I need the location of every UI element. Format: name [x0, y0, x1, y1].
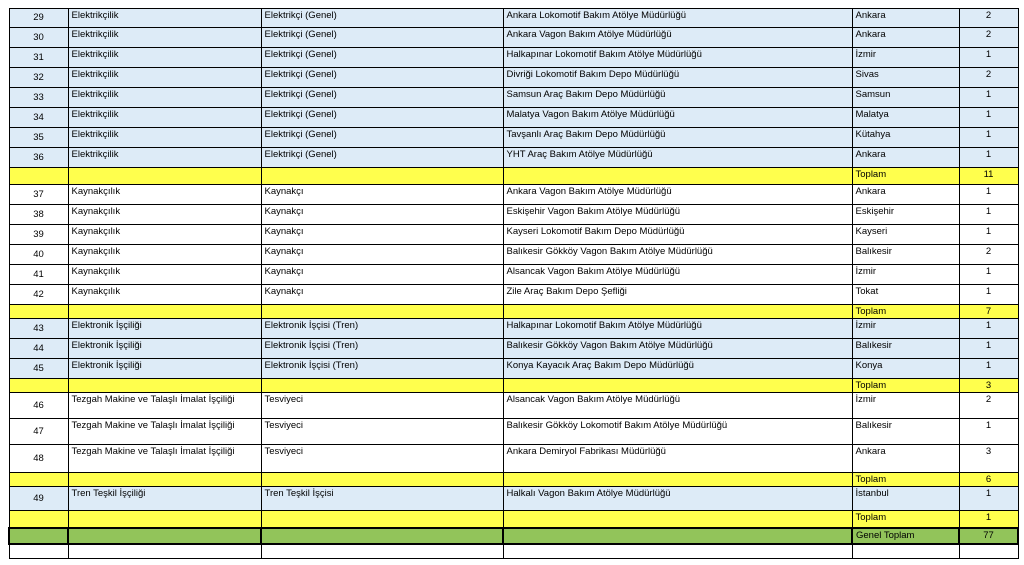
workplace-cell: Zile Araç Bakım Depo Şefliği	[503, 285, 852, 305]
occupation-cell: Elektrikçi (Genel)	[261, 148, 503, 168]
table-row	[9, 487, 1018, 511]
trade-cell	[68, 473, 261, 487]
trade-cell: Elektrikçilik	[68, 68, 261, 88]
workplace-cell: Ankara Vagon Bakım Atölye Müdürlüğü	[503, 185, 852, 205]
subtotal-value: 7	[959, 305, 1018, 319]
count-cell: 1	[959, 359, 1018, 379]
subtotal-label: Toplam	[852, 511, 959, 528]
trade-cell: Elektronik İşçiliği	[68, 339, 261, 359]
occupation-cell: Kaynakçı	[261, 205, 503, 225]
workplace-cell	[503, 528, 852, 544]
city-cell: Ankara	[852, 445, 959, 473]
occupation-cell	[261, 305, 503, 319]
grand-total-value: 77	[959, 528, 1018, 544]
city-cell: İzmir	[852, 319, 959, 339]
count-cell: 1	[959, 285, 1018, 305]
subtotal-value: 6	[959, 473, 1018, 487]
table-row	[9, 148, 1018, 168]
occupation-cell: Elektrikçi (Genel)	[261, 88, 503, 108]
count-cell: 1	[959, 487, 1018, 511]
city-cell: Kayseri	[852, 225, 959, 245]
occupation-cell: Elektrikçi (Genel)	[261, 128, 503, 148]
table-row	[9, 359, 1018, 379]
subtotal-label: Toplam	[852, 305, 959, 319]
city-cell: Tokat	[852, 285, 959, 305]
row-number: 34	[9, 108, 68, 128]
trade-cell: Elektrikçilik	[68, 88, 261, 108]
trade-cell: Elektrikçilik	[68, 108, 261, 128]
table-row	[9, 108, 1018, 128]
trade-cell: Kaynakçılık	[68, 245, 261, 265]
count-cell: 1	[959, 265, 1018, 285]
workplace-cell: Divriği Lokomotif Bakım Depo Müdürlüğü	[503, 68, 852, 88]
city-cell: İzmir	[852, 48, 959, 68]
subtotal-row	[9, 473, 1018, 487]
workplace-cell: Balıkesir Gökköy Lokomotif Bakım Atölye Müdürlüğü	[503, 419, 852, 445]
count-cell: 1	[959, 88, 1018, 108]
city-cell: Samsun	[852, 88, 959, 108]
occupation-cell	[261, 544, 503, 559]
city-cell: Malatya	[852, 108, 959, 128]
table-row	[9, 285, 1018, 305]
trade-cell: Kaynakçılık	[68, 205, 261, 225]
row-number: 41	[9, 265, 68, 285]
trade-cell: Elektrikçilik	[68, 28, 261, 48]
city-cell: Ankara	[852, 148, 959, 168]
row-number	[9, 168, 68, 185]
workplace-cell	[503, 305, 852, 319]
city-cell: İzmir	[852, 265, 959, 285]
trade-cell: Tezgah Makine ve Talaşlı İmalat İşçiliği	[68, 445, 261, 473]
row-number: 32	[9, 68, 68, 88]
trade-cell: Tezgah Makine ve Talaşlı İmalat İşçiliği	[68, 393, 261, 419]
count-cell: 1	[959, 48, 1018, 68]
count-cell: 2	[959, 393, 1018, 419]
workplace-cell: Balıkesir Gökköy Vagon Bakım Atölye Müdürlüğü	[503, 245, 852, 265]
trade-cell: Elektrikçilik	[68, 148, 261, 168]
trade-cell	[68, 511, 261, 528]
table-row	[9, 9, 1018, 28]
count-cell: 1	[959, 128, 1018, 148]
workplace-cell: Halkapınar Lokomotif Bakım Atölye Müdürlüğü	[503, 48, 852, 68]
workplace-cell	[503, 168, 852, 185]
occupation-cell	[261, 511, 503, 528]
occupation-cell: Elektrikçi (Genel)	[261, 68, 503, 88]
workplace-cell: Balıkesir Gökköy Vagon Bakım Atölye Müdürlüğü	[503, 339, 852, 359]
workplace-cell: Malatya Vagon Bakım Atölye Müdürlüğü	[503, 108, 852, 128]
workplace-cell: Alsancak Vagon Bakım Atölye Müdürlüğü	[503, 265, 852, 285]
trade-cell	[68, 528, 261, 544]
occupation-cell: Kaynakçı	[261, 245, 503, 265]
table-row	[9, 265, 1018, 285]
city-cell: İzmir	[852, 393, 959, 419]
row-number	[9, 473, 68, 487]
subtotal-row	[9, 305, 1018, 319]
city-cell: Konya	[852, 359, 959, 379]
row-number: 38	[9, 205, 68, 225]
city-cell: Balıkesir	[852, 245, 959, 265]
count-cell: 1	[959, 185, 1018, 205]
count-cell: 2	[959, 28, 1018, 48]
subtotal-label: Toplam	[852, 168, 959, 185]
trade-cell: Elektrikçilik	[68, 9, 261, 28]
occupation-cell: Kaynakçı	[261, 225, 503, 245]
trade-cell	[68, 168, 261, 185]
table-row	[9, 419, 1018, 445]
workplace-cell	[503, 544, 852, 559]
records-table-body	[9, 9, 1018, 559]
row-number: 47	[9, 419, 68, 445]
count-cell: 3	[959, 445, 1018, 473]
row-number	[9, 528, 68, 544]
workplace-cell	[503, 379, 852, 393]
trade-cell: Tezgah Makine ve Talaşlı İmalat İşçiliği	[68, 419, 261, 445]
occupation-cell: Elektronik İşçisi (Tren)	[261, 339, 503, 359]
occupation-cell	[261, 473, 503, 487]
count-cell: 1	[959, 319, 1018, 339]
subtotal-label: Toplam	[852, 473, 959, 487]
count-cell: 2	[959, 68, 1018, 88]
workplace-cell: Ankara Lokomotif Bakım Atölye Müdürlüğü	[503, 9, 852, 28]
table-row	[9, 393, 1018, 419]
city-cell: Ankara	[852, 185, 959, 205]
row-number	[9, 379, 68, 393]
row-number: 33	[9, 88, 68, 108]
count-cell: 1	[959, 205, 1018, 225]
table-row	[9, 339, 1018, 359]
row-number: 36	[9, 148, 68, 168]
table-row	[9, 185, 1018, 205]
workplace-cell	[503, 511, 852, 528]
workplace-cell: Tavşanlı Araç Bakım Depo Müdürlüğü	[503, 128, 852, 148]
occupation-cell: Kaynakçı	[261, 185, 503, 205]
subtotal-row	[9, 379, 1018, 393]
workplace-cell: Ankara Vagon Bakım Atölye Müdürlüğü	[503, 28, 852, 48]
grand-total-row	[9, 528, 1018, 544]
row-number: 48	[9, 445, 68, 473]
row-number: 45	[9, 359, 68, 379]
workplace-cell: Ankara Demiryol Fabrikası Müdürlüğü	[503, 445, 852, 473]
occupation-cell: Elektrikçi (Genel)	[261, 108, 503, 128]
trade-cell: Elektronik İşçiliği	[68, 359, 261, 379]
city-cell: Balıkesir	[852, 419, 959, 445]
occupation-cell: Elektrikçi (Genel)	[261, 48, 503, 68]
occupation-cell	[261, 168, 503, 185]
count-cell: 2	[959, 245, 1018, 265]
count-cell: 1	[959, 339, 1018, 359]
row-number: 30	[9, 28, 68, 48]
row-number	[9, 544, 68, 559]
occupation-cell: Tesviyeci	[261, 445, 503, 473]
occupation-cell: Tesviyeci	[261, 419, 503, 445]
subtotal-row	[9, 168, 1018, 185]
row-number: 40	[9, 245, 68, 265]
row-number: 29	[9, 9, 68, 28]
occupation-cell: Elektronik İşçisi (Tren)	[261, 319, 503, 339]
city-cell: Eskişehir	[852, 205, 959, 225]
occupation-cell: Kaynakçı	[261, 285, 503, 305]
subtotal-row	[9, 511, 1018, 528]
workplace-cell: Halkapınar Lokomotif Bakım Atölye Müdürlüğü	[503, 319, 852, 339]
count-cell: 1	[959, 108, 1018, 128]
row-number	[9, 511, 68, 528]
occupation-cell: Elektrikçi (Genel)	[261, 9, 503, 28]
records-table	[8, 8, 1019, 559]
trade-cell: Tren Teşkil İşçiliği	[68, 487, 261, 511]
count-cell: 1	[959, 225, 1018, 245]
row-number: 49	[9, 487, 68, 511]
trade-cell: Elektrikçilik	[68, 48, 261, 68]
subtotal-label: Toplam	[852, 379, 959, 393]
table-row	[9, 225, 1018, 245]
trade-cell: Elektrikçilik	[68, 128, 261, 148]
trade-cell: Elektronik İşçiliği	[68, 319, 261, 339]
workplace-cell: Samsun Araç Bakım Depo Müdürlüğü	[503, 88, 852, 108]
trade-cell: Kaynakçılık	[68, 265, 261, 285]
count-cell	[959, 544, 1018, 559]
occupation-cell: Tesviyeci	[261, 393, 503, 419]
trade-cell	[68, 305, 261, 319]
table-row	[9, 28, 1018, 48]
subtotal-value: 11	[959, 168, 1018, 185]
occupation-cell: Kaynakçı	[261, 265, 503, 285]
table-row	[9, 88, 1018, 108]
row-number: 42	[9, 285, 68, 305]
row-number: 31	[9, 48, 68, 68]
trade-cell: Kaynakçılık	[68, 285, 261, 305]
row-number: 43	[9, 319, 68, 339]
occupation-cell: Elektronik İşçisi (Tren)	[261, 359, 503, 379]
table-row	[9, 128, 1018, 148]
table-row	[9, 319, 1018, 339]
empty-row	[9, 544, 1018, 559]
city-cell: Ankara	[852, 9, 959, 28]
row-number: 35	[9, 128, 68, 148]
count-cell: 2	[959, 9, 1018, 28]
city-cell: Balıkesir	[852, 339, 959, 359]
city-cell	[852, 544, 959, 559]
trade-cell: Kaynakçılık	[68, 225, 261, 245]
city-cell: Sivas	[852, 68, 959, 88]
trade-cell: Kaynakçılık	[68, 185, 261, 205]
row-number: 44	[9, 339, 68, 359]
workplace-cell: YHT Araç Bakım Atölye Müdürlüğü	[503, 148, 852, 168]
workplace-cell: Kayseri Lokomotif Bakım Depo Müdürlüğü	[503, 225, 852, 245]
city-cell: Kütahya	[852, 128, 959, 148]
table-row	[9, 245, 1018, 265]
city-cell: İstanbul	[852, 487, 959, 511]
subtotal-value: 3	[959, 379, 1018, 393]
table-row	[9, 68, 1018, 88]
trade-cell	[68, 379, 261, 393]
occupation-cell: Tren Teşkil İşçisi	[261, 487, 503, 511]
occupation-cell	[261, 379, 503, 393]
row-number: 37	[9, 185, 68, 205]
count-cell: 1	[959, 419, 1018, 445]
table-row	[9, 48, 1018, 68]
table-row	[9, 205, 1018, 225]
workplace-cell: Alsancak Vagon Bakım Atölye Müdürlüğü	[503, 393, 852, 419]
city-cell: Ankara	[852, 28, 959, 48]
workplace-cell: Konya Kayacık Araç Bakım Depo Müdürlüğü	[503, 359, 852, 379]
workplace-cell: Eskişehir Vagon Bakım Atölye Müdürlüğü	[503, 205, 852, 225]
row-number: 39	[9, 225, 68, 245]
workplace-cell: Halkalı Vagon Bakım Atölye Müdürlüğü	[503, 487, 852, 511]
workplace-cell	[503, 473, 852, 487]
occupation-cell: Elektrikçi (Genel)	[261, 28, 503, 48]
row-number: 46	[9, 393, 68, 419]
count-cell: 1	[959, 148, 1018, 168]
trade-cell	[68, 544, 261, 559]
grand-total-label: Genel Toplam	[852, 528, 959, 544]
row-number	[9, 305, 68, 319]
occupation-cell	[261, 528, 503, 544]
subtotal-value: 1	[959, 511, 1018, 528]
table-row	[9, 445, 1018, 473]
